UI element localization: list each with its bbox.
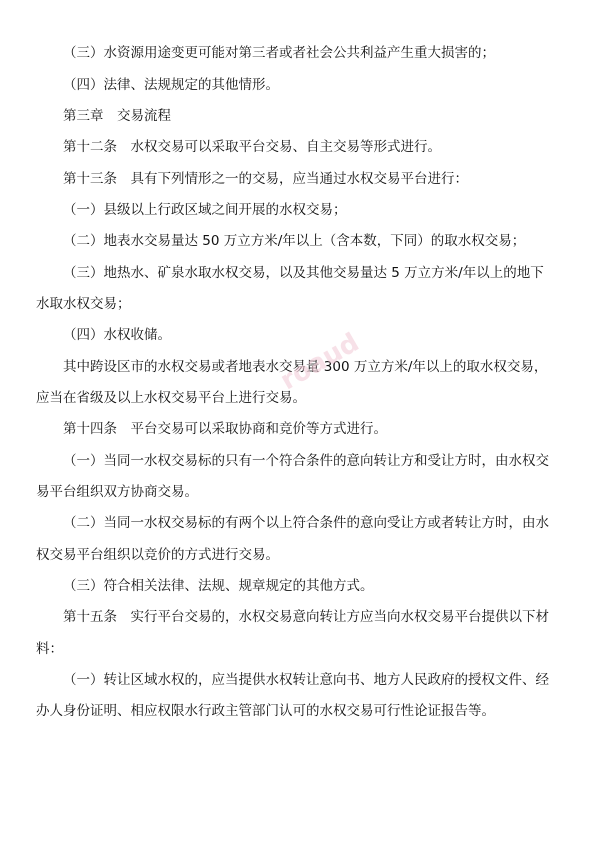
article-line: 第十三条 具有下列情形之一的交易，应当通过水权交易平台进行： (63, 171, 468, 187)
text-line: 办人身份证明、相应权限水行政主管部门认可的水权交易可行性论证报告等。 (36, 703, 495, 719)
text-line: 易平台组织双方协商交易。 (36, 484, 198, 500)
text-line: （三）水资源用途变更可能对第三者或者社会公共利益产生重大损害的； (63, 45, 495, 61)
text-line: （三）符合相关法律、法规、规章规定的其他方式。 (63, 578, 374, 594)
chapter-heading: 第三章 交易流程 (63, 108, 171, 124)
text-line: （二）地表水交易量达 50 万立方米/年以上（含本数，下同）的取水权交易； (63, 233, 526, 249)
watermark: roaud (275, 327, 365, 397)
article-line: 第十四条 平台交易可以采取协商和竞价等方式进行。 (63, 421, 387, 437)
text-line: （四）水权收储。 (63, 327, 171, 343)
text-line: （二）当同一水权交易标的有两个以上符合条件的意向受让方或者转让方时，由水 (63, 515, 549, 531)
text-line: 应当在省级及以上水权交易平台上进行交易。 (36, 390, 306, 406)
text-line: 料： (36, 641, 63, 657)
text-line: （三）地热水、矿泉水取水权交易，以及其他交易量达 5 万立方米/年以上的地下 (63, 265, 544, 281)
article-line: 第十二条 水权交易可以采取平台交易、自主交易等形式进行。 (63, 139, 441, 155)
text-line: 权交易平台组织以竞价的方式进行交易。 (36, 547, 279, 563)
text-line: 水取水权交易； (36, 296, 131, 312)
text-line: （四）法律、法规规定的其他情形。 (63, 77, 279, 93)
article-line: 第十五条 实行平台交易的，水权交易意向转让方应当向水权交易平台提供以下材 (63, 609, 549, 625)
text-line: （一）当同一水权交易标的只有一个符合条件的意向转让方和受让方时，由水权交 (63, 453, 549, 469)
text-line: 其中跨设区市的水权交易或者地表水交易量 300 万立方米/年以上的取水权交易， (63, 359, 548, 375)
text-line: （一）县级以上行政区域之间开展的水权交易； (63, 202, 347, 218)
text-line: （一）转让区域水权的，应当提供水权转让意向书、地方人民政府的授权文件、经 (63, 672, 549, 688)
